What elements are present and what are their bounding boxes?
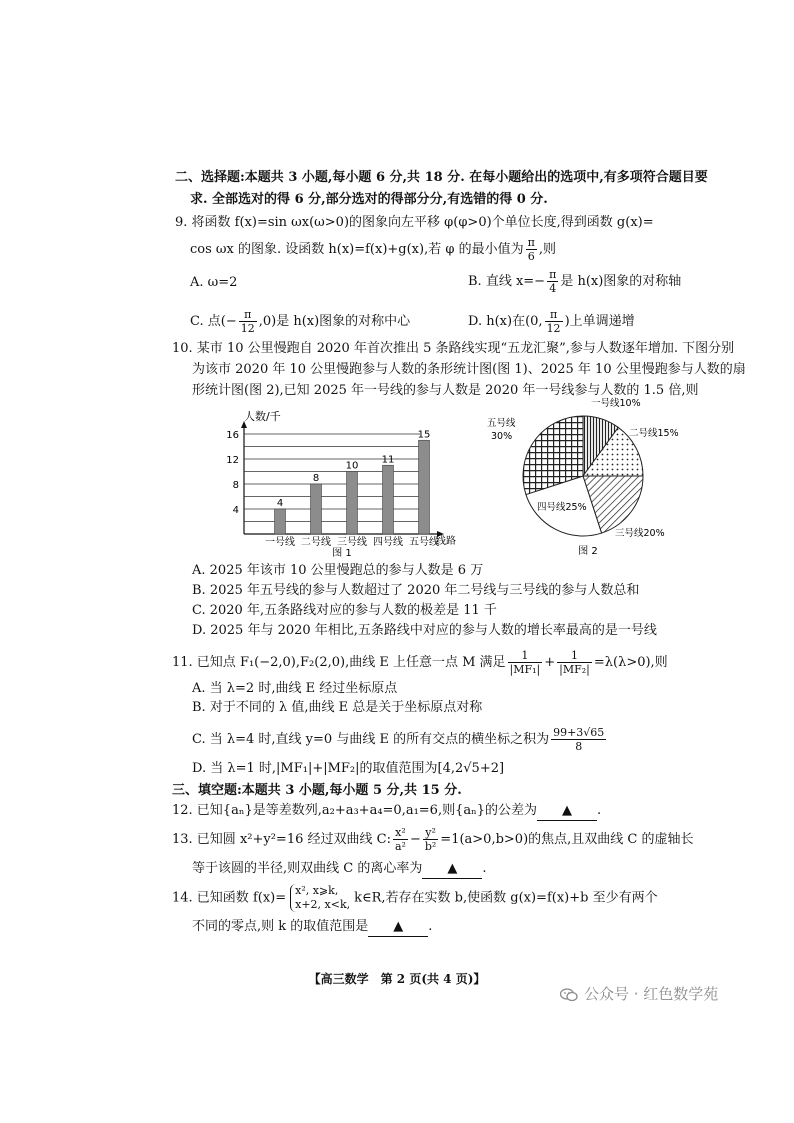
- q11-stem: 11. 已知点 F₁(−2,0),F₂(2,0),曲线 E 上任意一点 M 满足 $\frac{1}{\text{|MF₁|}}$ + $\frac{1}{\text{|MF₂|}}$ =λ(λ>0),则: [172, 649, 668, 676]
- pie-chart-label: 一号线10%: [591, 398, 641, 409]
- q9-fraction: $\frac{\pi}{6}$: [527, 236, 535, 263]
- bar-chart-bar: [275, 509, 286, 534]
- q10-option-c[interactable]: C. 2020 年,五条路线对应的参与人数的极差是 11 千: [192, 603, 497, 618]
- q14-piecewise-brace: x², x⩾k, x+2, x<k,: [290, 884, 350, 912]
- q11-option-d[interactable]: D. 当 λ=1 时,|MF₁|+|MF₂|的取值范围为[4,2√5+2]: [192, 761, 505, 776]
- q9-option-c[interactable]: C. 点(− $\frac{\pi}{12}$ ,0)是 h(x)图象的对称中心: [190, 308, 411, 335]
- q11-option-a[interactable]: A. 当 λ=2 时,曲线 E 经过坐标原点: [192, 681, 398, 696]
- q10-option-a[interactable]: A. 2025 年该市 10 公里慢跑总的参与人数是 6 万: [192, 563, 484, 578]
- bar-chart-bar: [347, 472, 358, 535]
- pie-chart-label: 二号线15%: [629, 428, 679, 439]
- q9-stem-line1: 9. 将函数 f(x)=sin ωx(ω>0)的图象向左平移 φ(φ>0)个单位长度,得到函数 g(x)=: [175, 215, 654, 230]
- q13-stem-line2: 等于该圆的半径,则双曲线 C 的离心率为 ▲ .: [192, 860, 487, 879]
- q10-stem-line1: 10. 某市 10 公里慢跑自 2020 年首次推出 5 条路线实现“五龙汇聚”,参与人数逐年增加. 下图分别: [172, 341, 735, 356]
- q11-option-c[interactable]: C. 当 λ=4 时,直线 y=0 与曲线 E 的所有交点的横坐标之积为 $\frac{99+3√65}{8}$: [192, 726, 605, 753]
- pie-chart-label: 五号线: [487, 418, 516, 429]
- q12-stem: 12. 已知{aₙ}是等差数列,a₂+a₃+a₄=0,a₁=6,则{aₙ}的公差为 ▲ .: [172, 802, 601, 821]
- q9-stem-line2: cos ωx 的图象. 设函数 h(x)=f(x)+g(x),若 φ 的最小值为 $\frac{\pi}{6}$ ,则: [190, 236, 556, 263]
- bar-chart-category-label: 五号线: [409, 537, 439, 548]
- bar-chart-y-tick: 16: [226, 430, 239, 441]
- watermark: 公众号 · 红色数学苑: [560, 983, 718, 1004]
- q13-stem-line1: 13. 已知圆 x²+y²=16 经过双曲线 C: $\frac{\text{x²}}{\text{a²}}$ − $\frac{\text{y²}}{\text{b²}}$ =1(a>0,b>0)的焦点,且双曲线 C 的虚轴长: [172, 826, 694, 853]
- section2-heading-line1: 二、选择题:本题共 3 小题,每小题 6 分,共 18 分. 在每小题给出的选项中,有多项符合题目要: [175, 170, 708, 185]
- bar-chart-category-label: 四号线: [373, 537, 403, 548]
- figure2-caption: 图 2: [578, 546, 598, 557]
- bar-chart-data-label: 10: [345, 460, 359, 472]
- bar-chart-data-label: 8: [312, 473, 320, 484]
- q10-option-d[interactable]: D. 2025 年与 2020 年相比,五条路线中对应的参与人数的增长率最高的是一号线: [192, 623, 657, 638]
- wechat-icon: [560, 988, 578, 1002]
- bar-chart-bar: [311, 484, 322, 534]
- figure1-bar-chart: [220, 404, 470, 562]
- bar-chart-data-label: 4: [276, 498, 284, 509]
- pie-chart-label: 30%: [491, 431, 513, 442]
- figure2-pie-chart: [475, 392, 720, 562]
- bar-chart-category-label: 三号线: [337, 537, 367, 548]
- bar-chart-y-axis-label: 人数/千: [244, 410, 281, 423]
- q12-answer-blank[interactable]: ▲: [537, 802, 597, 821]
- q11-option-b[interactable]: B. 对于不同的 λ 值,曲线 E 总是关于坐标原点对称: [192, 700, 483, 715]
- bar-chart-bar: [383, 465, 394, 534]
- pie-chart-label: 四号线25%: [537, 502, 587, 513]
- bar-chart-category-label: 一号线: [265, 537, 295, 548]
- q10-stem-line3: 形统计图(图 2),已知 2025 年一号线的参与人数是 2020 年一号线参与人数的 1.5 倍,则: [192, 383, 699, 398]
- bar-chart-x-axis-label: 线路: [436, 536, 456, 547]
- bar-chart-bar: [419, 440, 430, 534]
- q10-stem-line2: 为该市 2020 年 10 公里慢跑参与人数的条形统计图(图 1)、2025 年 10 公里慢跑参与人数的扇: [192, 362, 746, 377]
- bar-chart-category-label: 二号线: [301, 537, 331, 548]
- bar-chart-y-tick: 4: [232, 505, 239, 516]
- q14-stem-line2: 不同的零点,则 k 的取值范围是 ▲ .: [192, 918, 432, 937]
- q9-option-a[interactable]: A. ω=2: [190, 275, 238, 290]
- q14-answer-blank[interactable]: ▲: [368, 918, 428, 937]
- q9-option-b[interactable]: B. 直线 x=− $\frac{\pi}{4}$ 是 h(x)图象的对称轴: [468, 268, 682, 295]
- q14-stem-line1: 14. 已知函数 f(x)= x², x⩾k, x+2, x<k, k∈R,若存在实数 b,使函数 g(x)=f(x)+b 至少有两个: [172, 884, 658, 911]
- figure1-caption: 图 1: [332, 548, 352, 559]
- pie-chart-label: 三号线20%: [615, 528, 665, 539]
- q9-option-d[interactable]: D. h(x)在(0, $\frac{\pi}{12}$ )上单调递增: [468, 308, 635, 335]
- bar-chart-y-tick: 12: [226, 455, 239, 466]
- bar-chart-y-tick: 8: [232, 480, 239, 491]
- bar-chart-data-label: 15: [417, 429, 431, 441]
- q13-answer-blank[interactable]: ▲: [422, 860, 482, 879]
- q10-option-b[interactable]: B. 2025 年五号线的参与人数超过了 2020 年二号线与三号线的参与人数总和: [192, 583, 640, 598]
- bar-chart-data-label: 11: [381, 454, 395, 466]
- section3-heading: 三、填空题:本题共 3 小题,每小题 5 分,共 15 分.: [172, 783, 462, 798]
- page-footer: 【高三数学 第 2 页(共 4 页)】: [308, 972, 486, 986]
- section2-heading-line2: 求. 全部选对的得 6 分,部分选对的得部分分,有选错的得 0 分.: [190, 192, 548, 207]
